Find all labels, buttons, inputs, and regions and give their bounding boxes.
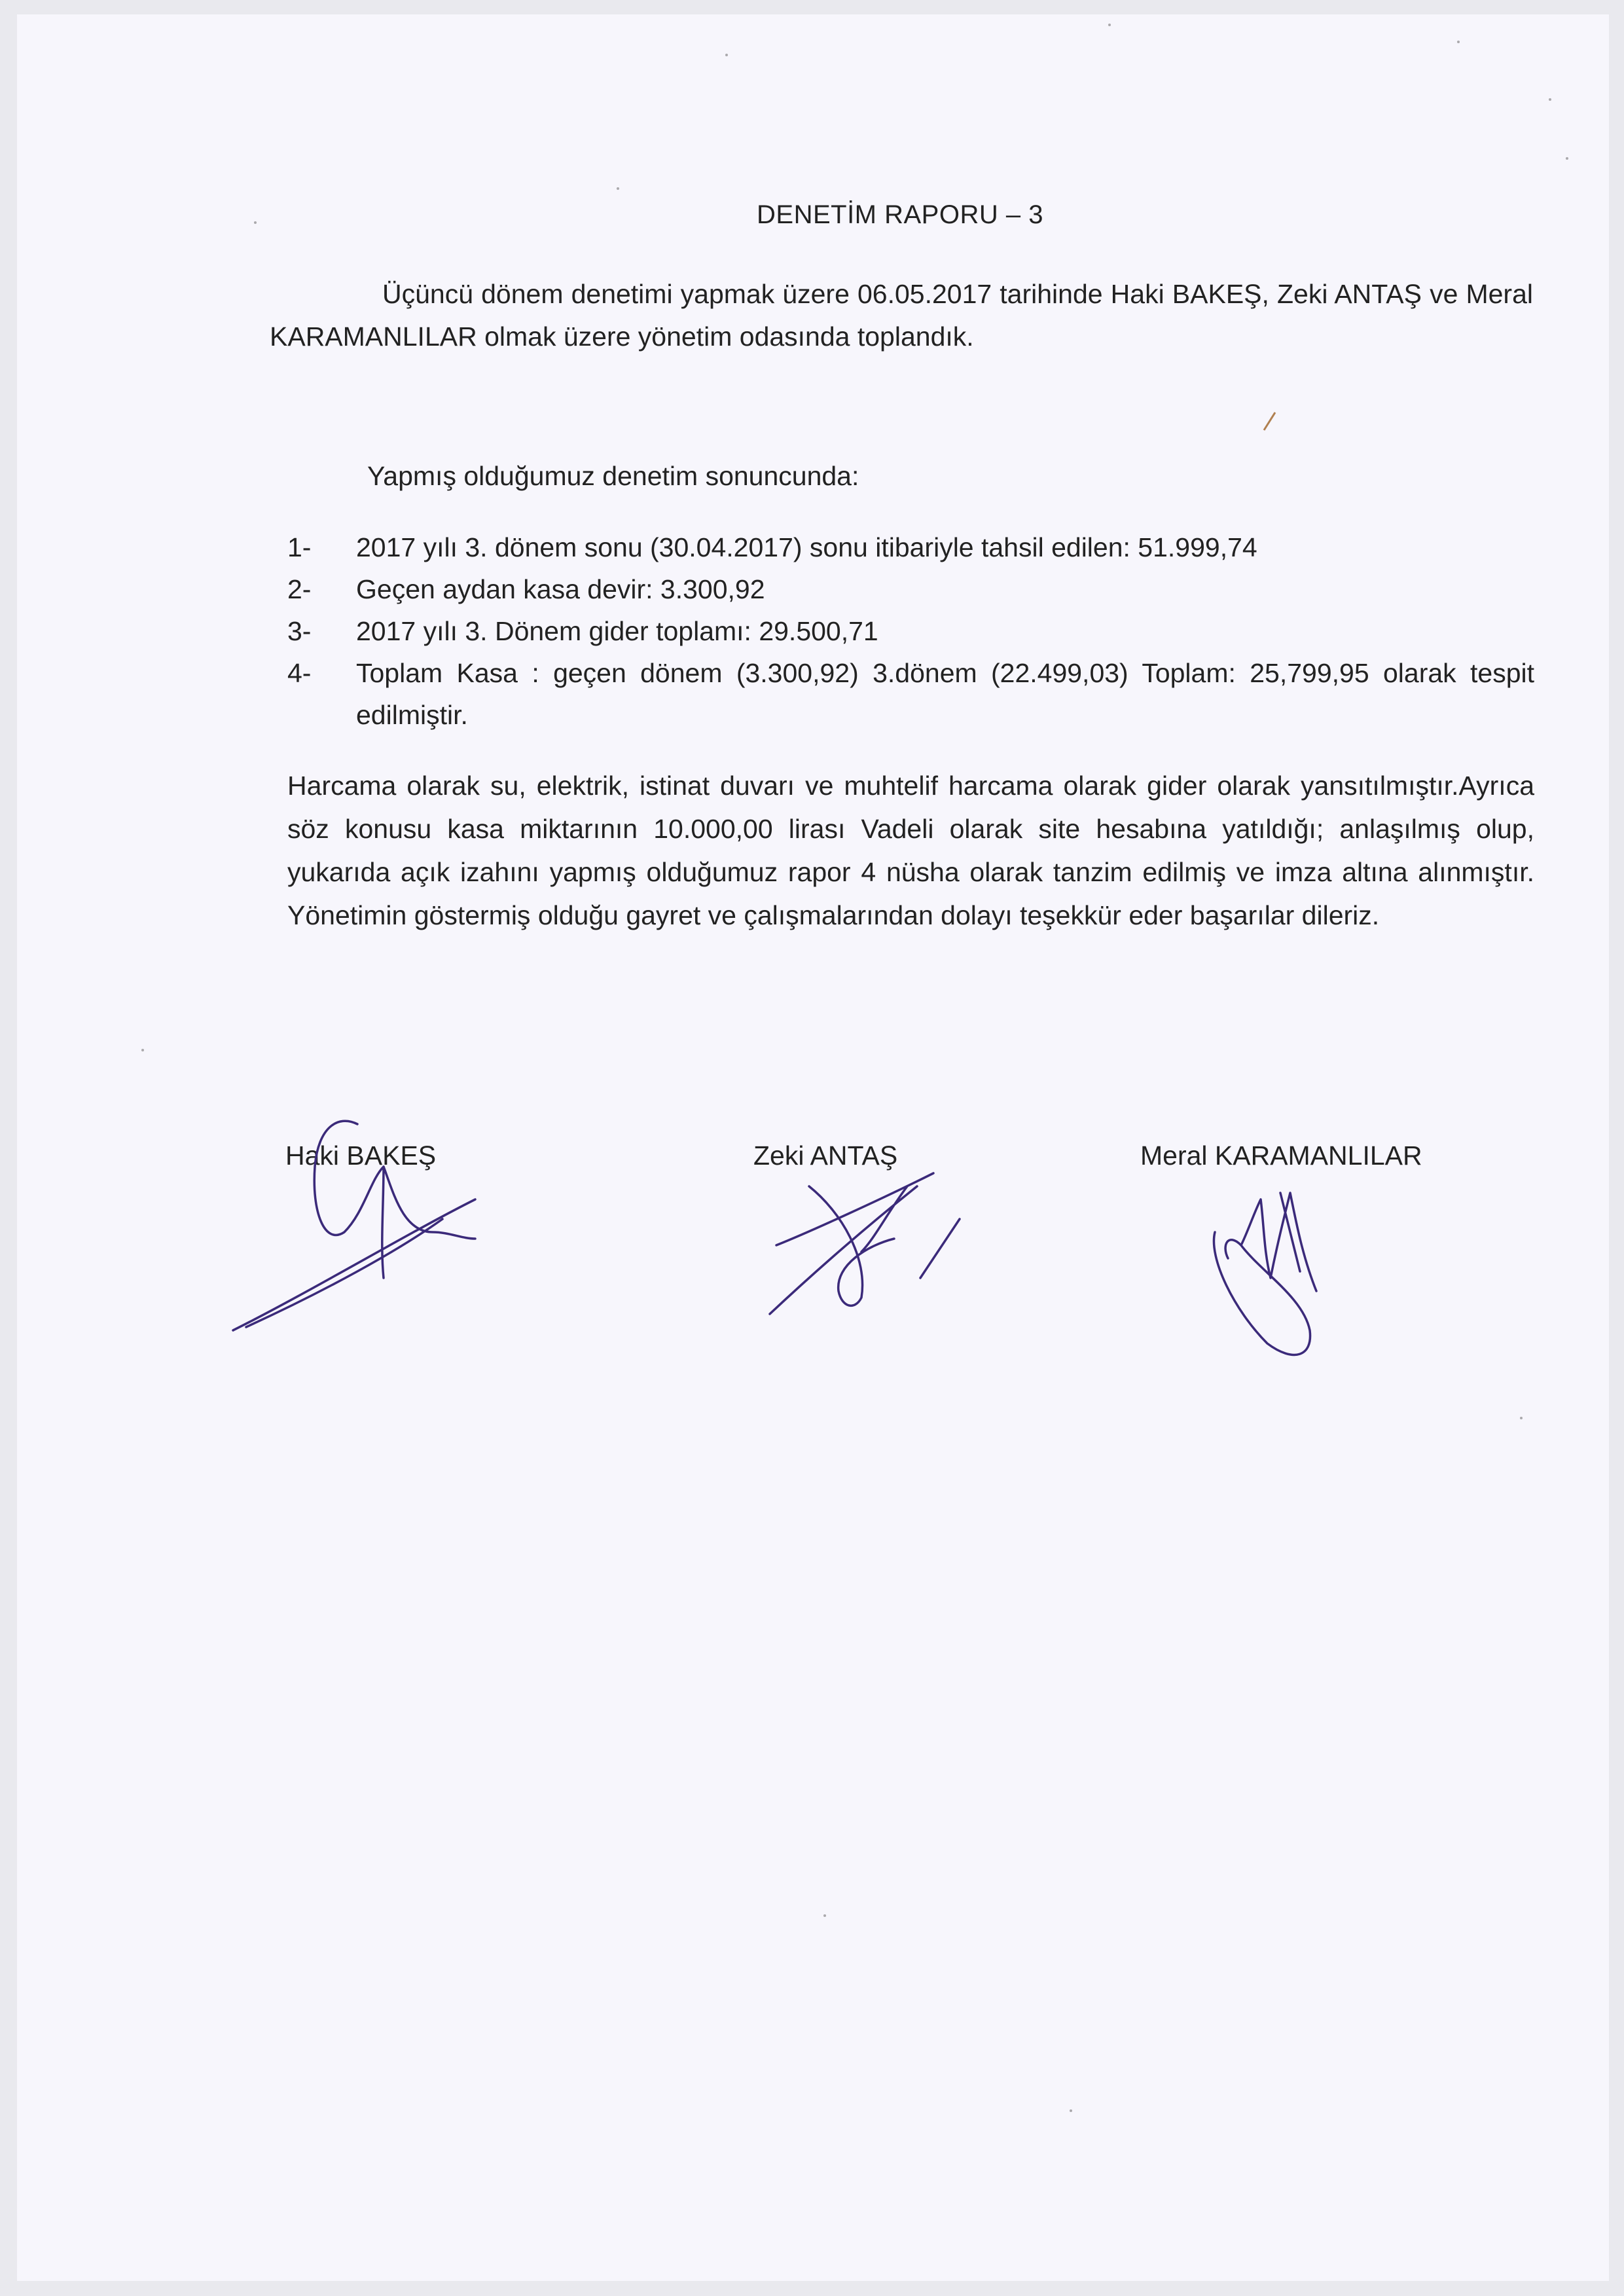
scan-speck — [1549, 98, 1551, 101]
list-item-text: Toplam Kasa : geçen dönem (3.300,92) 3.dönem (22.499,03) Toplam: 25,799,95 olarak tespit edilmiştir. — [356, 658, 1534, 730]
scan-speck — [141, 1049, 144, 1051]
list-item-text: Geçen aydan kasa devir: 3.300,92 — [356, 574, 765, 604]
signatory-name: Meral KARAMANLILAR — [1140, 1140, 1422, 1171]
intro-paragraph: Üçüncü dönem denetimi yapmak üzere 06.05.2017 tarihinde Haki BAKEŞ, Zeki ANTAŞ ve Meral KARAMANLILAR olmak üzere yönetim odasında toplandık. — [270, 279, 1533, 352]
scan-speck — [725, 54, 728, 56]
findings-list — [287, 526, 1534, 736]
scan-speck — [1520, 1417, 1523, 1419]
scan-speck — [1108, 24, 1111, 26]
scan-speck — [254, 221, 257, 224]
scan-speck — [1457, 41, 1460, 43]
list-item — [287, 610, 1534, 652]
scan-speck — [1566, 157, 1568, 160]
list-item-number: 3- — [287, 616, 312, 646]
document-title: DENETİM RAPORU – 3 — [757, 200, 1043, 229]
list-item-number: 2- — [287, 574, 312, 604]
list-item-number: 1- — [287, 532, 312, 562]
signature-meral-karamanlilar — [1214, 1193, 1316, 1355]
list-item — [287, 652, 1534, 736]
list-item — [287, 568, 1534, 610]
scan-speck — [823, 1914, 826, 1917]
list-item — [287, 526, 1534, 568]
scan-speck — [617, 187, 619, 190]
signature-zeki-antas — [770, 1173, 960, 1314]
list-item-text: 2017 yılı 3. Dönem gider toplamı: 29.500,71 — [356, 616, 878, 646]
list-item-number: 4- — [287, 658, 312, 688]
pen-mark — [1261, 407, 1280, 433]
signatory-name: Haki BAKEŞ — [285, 1140, 437, 1171]
document-page — [17, 14, 1609, 2281]
findings-lead: Yapmış olduğumuz denetim sonuncunda: — [367, 461, 859, 491]
scan-speck — [1070, 2109, 1072, 2112]
body-paragraph: Harcama olarak su, elektrik, istinat duvarı ve muhtelif harcama olarak gider olarak yansıtılmıştır.Ayrıca söz konusu kasa miktarının 10.000,00 lirası Vadeli olarak site hesabına yatıldığı; anlaşılmış olup, yukarıda açık izahını yapmış olduğumuz rapor 4 nüsha olarak tanzim edilmiş ve imza altına alınmıştır. Yönetimin göstermiş olduğu gayret ve çalışmalarından dolayı teşekkür eder başarılar dileriz. — [287, 771, 1534, 930]
signatory-name: Zeki ANTAŞ — [753, 1140, 898, 1171]
list-item-text: 2017 yılı 3. dönem sonu (30.04.2017) sonu itibariyle tahsil edilen: 51.999,74 — [356, 532, 1257, 562]
